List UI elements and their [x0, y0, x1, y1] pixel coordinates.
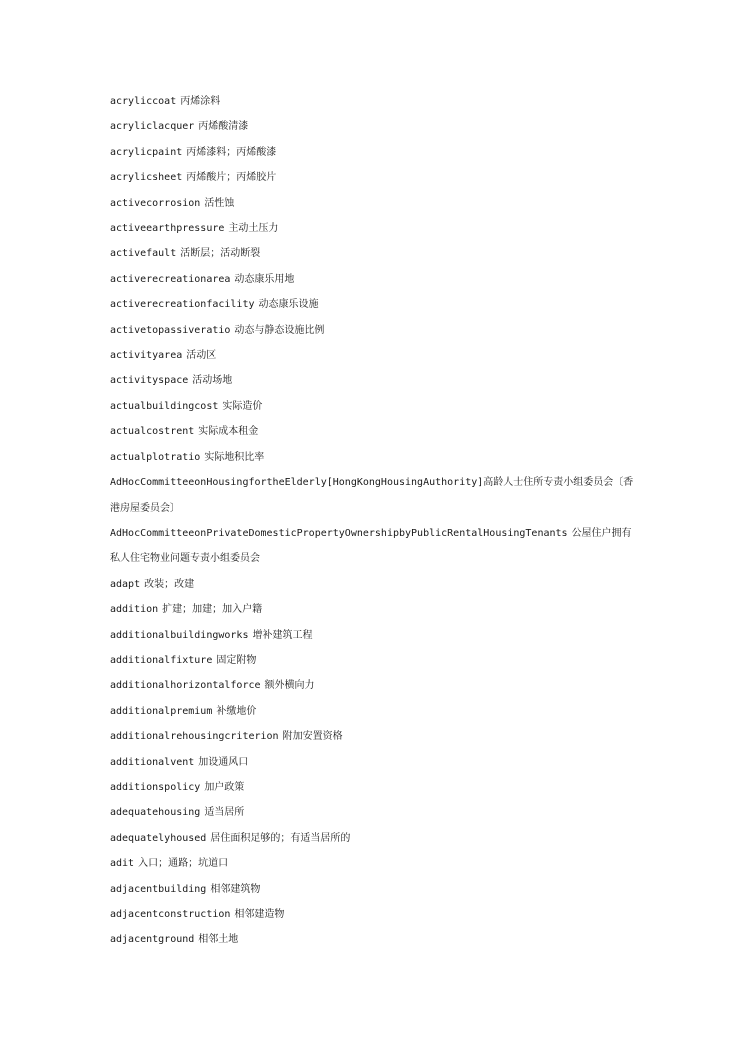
glossary-entry [110, 927, 640, 952]
entry-term: acryliccoat [110, 96, 177, 107]
entry-term: adequatelyhoused [110, 832, 207, 844]
entry-definition: 活断层；活动断裂 [180, 248, 261, 260]
entry-definition: 公屋住户拥有私人住宅物业问题专责小组委员会 [110, 527, 632, 565]
glossary-entry [110, 140, 640, 165]
entry-term: acryliclacquer [110, 121, 195, 133]
glossary-entry [110, 673, 640, 698]
entry-definition: 加户政策 [204, 781, 245, 793]
entry-term: adjacentground [110, 934, 195, 946]
glossary-entry [110, 775, 640, 800]
glossary-entry [110, 750, 640, 775]
entry-definition: 实际成本租金 [198, 426, 259, 438]
glossary-entry [110, 851, 640, 876]
glossary-entry [110, 572, 640, 597]
entry-definition: 加设通风口 [198, 756, 249, 768]
glossary-entry [110, 165, 640, 190]
glossary-entry [110, 191, 640, 216]
entry-term: additionalfixture [110, 654, 213, 666]
entry-term: additionspolicy [110, 781, 201, 793]
entry-definition: 扩建；加建；加入户籍 [162, 604, 263, 616]
entry-definition: 适当居所 [204, 807, 245, 819]
entry-definition: 增补建筑工程 [252, 629, 313, 641]
glossary-entry [110, 699, 640, 724]
entry-definition: 相邻建造物 [234, 909, 285, 920]
glossary-entry [110, 343, 640, 368]
glossary-list [110, 89, 640, 953]
entry-term: activeearthpressure [110, 223, 225, 235]
entry-term: additionalhorizontalforce [110, 680, 261, 692]
entry-term: actualbuildingcost [110, 400, 219, 412]
entry-definition: 改装；改建 [144, 578, 195, 590]
glossary-entry [110, 648, 640, 673]
entry-term: activerecreationfacility [110, 299, 255, 311]
glossary-entry [110, 521, 640, 572]
entry-term: actualplotratio [110, 451, 201, 463]
glossary-entry [110, 877, 640, 902]
entry-definition: 固定附物 [216, 654, 257, 666]
glossary-entry [110, 216, 640, 241]
entry-definition: 相邻土地 [198, 934, 239, 946]
entry-definition: 实际地积比率 [204, 451, 265, 463]
glossary-entry [110, 623, 640, 648]
entry-term: adjacentconstruction [110, 909, 231, 920]
entry-term: acrylicsheet [110, 172, 183, 184]
entry-term: addition [110, 604, 159, 616]
entry-term: acrylicpaint [110, 146, 183, 158]
entry-definition: 实际造价 [222, 400, 263, 412]
glossary-entry [110, 724, 640, 749]
glossary-entry [110, 826, 640, 851]
entry-definition: 附加安置资格 [282, 731, 343, 743]
entry-term: additionalrehousingcriterion [110, 731, 279, 743]
glossary-entry [110, 267, 640, 292]
entry-definition: 丙烯涂料 [180, 96, 221, 107]
glossary-entry [110, 318, 640, 343]
entry-term: additionalpremium [110, 705, 213, 717]
entry-definition: 活动场地 [192, 375, 233, 387]
entry-definition: 入口；通路；坑道口 [138, 858, 229, 870]
entry-definition: 丙烯酸清漆 [198, 121, 249, 133]
glossary-entry [110, 902, 640, 927]
entry-definition: 动态康乐用地 [234, 273, 295, 285]
entry-definition: 高龄人士住所专责小组委员会〔香港房屋委员会〕 [110, 477, 634, 514]
entry-term: activecorrosion [110, 197, 201, 209]
entry-definition: 丙烯漆料；丙烯酸漆 [186, 146, 277, 158]
entry-term: activerecreationarea [110, 273, 231, 285]
glossary-entry [110, 394, 640, 419]
entry-term: adapt [110, 578, 141, 590]
glossary-entry [110, 368, 640, 393]
entry-definition: 动态康乐设施 [258, 299, 319, 311]
entry-definition: 活性蚀 [204, 197, 235, 209]
glossary-entry [110, 445, 640, 470]
entry-term: AdHocCommitteeonPrivateDomesticPropertyOwnershipbyPublicRentalHousingTenants [110, 527, 568, 539]
entry-definition: 活动区 [186, 350, 217, 362]
entry-definition: 额外横向力 [264, 680, 315, 692]
entry-definition: 丙烯酸片；丙烯胶片 [186, 172, 277, 184]
entry-term: additionalbuildingworks [110, 629, 249, 641]
entry-definition: 补缴地价 [216, 705, 257, 717]
entry-term: AdHocCommitteeonHousingfortheElderly[HongKongHousingAuthority] [110, 477, 484, 489]
entry-definition: 相邻建筑物 [210, 883, 261, 895]
entry-term: actualcostrent [110, 426, 195, 438]
entry-term: additionalvent [110, 756, 195, 768]
entry-term: adit [110, 858, 135, 870]
glossary-entry [110, 241, 640, 266]
entry-term: activefault [110, 248, 177, 260]
glossary-entry [110, 89, 640, 114]
entry-term: activityarea [110, 350, 183, 362]
entry-term: adjacentbuilding [110, 883, 207, 895]
entry-term: activityspace [110, 375, 189, 387]
entry-term: activetopassiveratio [110, 324, 231, 336]
glossary-entry [110, 597, 640, 622]
glossary-entry [110, 292, 640, 317]
entry-term: adequatehousing [110, 807, 201, 819]
entry-definition: 居住面积足够的；有适当居所的 [210, 832, 351, 844]
entry-definition: 动态与静态设施比例 [234, 324, 325, 336]
glossary-entry [110, 419, 640, 444]
entry-definition: 主动土压力 [228, 223, 279, 235]
glossary-entry [110, 114, 640, 139]
glossary-entry [110, 470, 640, 521]
glossary-entry [110, 800, 640, 825]
